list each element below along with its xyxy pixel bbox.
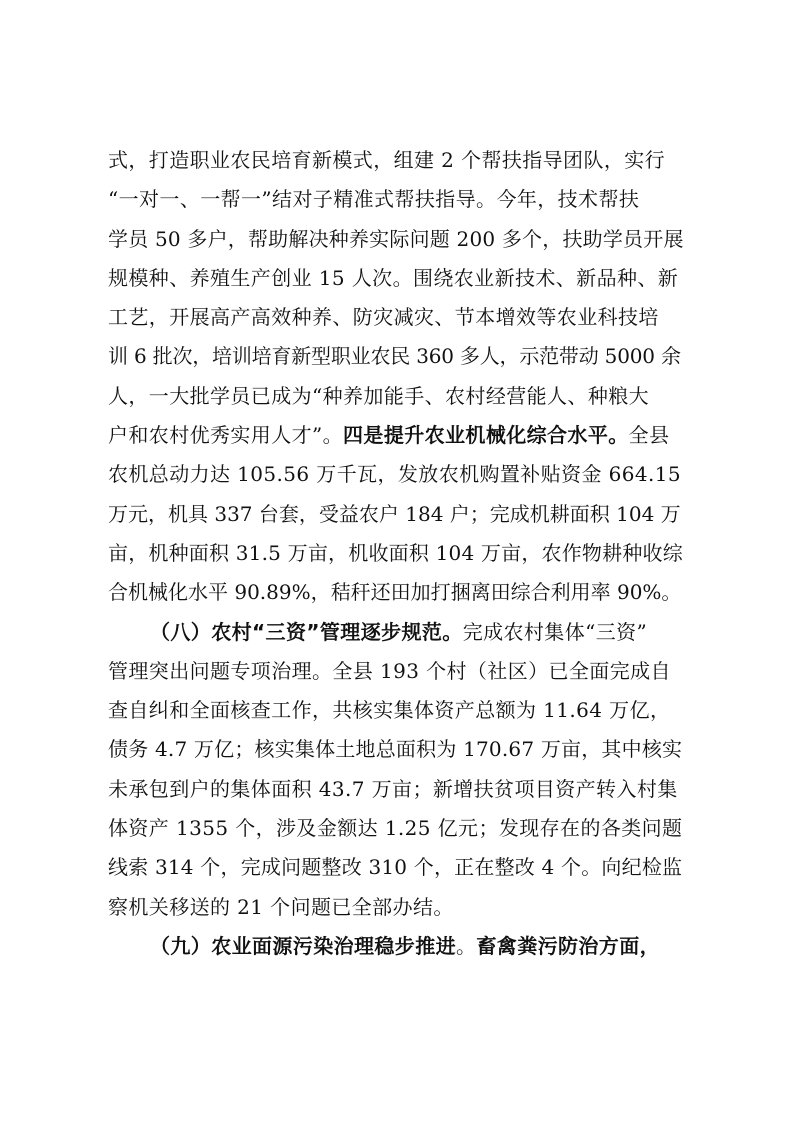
text-run: 线索 314 个，完成问题整改 310 个，正在整改 4 个。向纪检监 [108,855,683,880]
text-run: 学员 50 多户，帮助解决种养实际问题 200 多个，扶助学员开展 [108,226,684,251]
text-run: 体资产 1355 个，涉及金额达 1.25 亿元；发现存在的各类问题 [108,816,683,841]
text-run: 债务 4.7 万亿；核实集体土地总面积为 170.67 万亩，其中核实 [108,737,683,762]
section-heading-run: （九）农业面源污染治理稳步推进 [150,933,456,958]
text-run: 。 [456,933,477,958]
text-line [108,770,686,809]
bold-heading-run: 畜禽粪污防治方面， [476,933,661,958]
text-run: 查自纠和全面核查工作，共核实集体资产总额为 11.64 万亿， [108,698,671,723]
text-line [108,613,686,652]
text-line [108,927,686,966]
text-line [108,141,686,180]
text-run: 训 6 批次，培训培育新型职业农民 360 多人，示范带动 5000 余 [108,344,681,369]
text-run: 工艺，开展高产高效种养、防灾减灾、节本增效等农业科技培 [108,305,659,330]
text-line [108,534,686,573]
text-run: 农机总动力达 105.56 万千瓦，发放农机购置补贴资金 664.15 [108,462,682,487]
text-run: 未承包到户的集体面积 43.7 万亩；新增扶贫项目资产转入村集 [108,776,678,801]
text-line [108,809,686,848]
text-run: 人，一大批学员已成为“种养加能手、农村经营能人、种粮大 [108,383,650,408]
text-line [108,652,686,691]
text-run: 规模种、养殖生产创业 15 人次。围绕农业新技术、新品种、新 [108,265,679,290]
text-run: 管理突出问题专项治理。全县 193 个村（社区）已全面完成自 [108,658,671,683]
section-heading-run: （八）农村“三资”管理逐步规范。 [150,619,463,644]
text-run: 式，打造职业农民培育新模式，组建 2 个帮扶指导团队，实行 [108,148,666,172]
text-line [108,691,686,730]
text-line [108,888,686,927]
text-run: “一对一、一帮一”结对子精准式帮扶指导。今年，技术帮扶 [108,187,640,212]
text-line [108,298,686,337]
text-line [108,573,686,612]
text-line [108,377,686,416]
text-run: 户和农村优秀实用人才”。 [108,423,344,448]
text-line [108,337,686,376]
text-line [108,220,686,259]
text-line [108,848,686,887]
text-line [108,416,686,455]
text-line [108,180,686,219]
body-text [108,141,686,966]
bold-heading-run: 四是提升农业机械化综合水平。 [343,423,629,448]
text-run: 亩，机种面积 31.5 万亩，机收面积 104 万亩，农作物耕种收综 [108,540,683,565]
text-run: 万元，机具 337 台套，受益农户 184 户；完成机耕面积 104 万 [108,501,681,526]
text-run: 完成农村集体“三资” [462,619,648,644]
text-line [108,495,686,534]
text-line [108,730,686,769]
text-line [108,455,686,494]
text-run: 察机关移送的 21 个问题已全部办结。 [108,894,454,919]
text-run: 合机械化水平 90.89%，秸秆还田加打捆离田综合利用率 90%。 [108,580,682,605]
text-line [108,259,686,298]
text-run: 全县 [628,423,670,448]
